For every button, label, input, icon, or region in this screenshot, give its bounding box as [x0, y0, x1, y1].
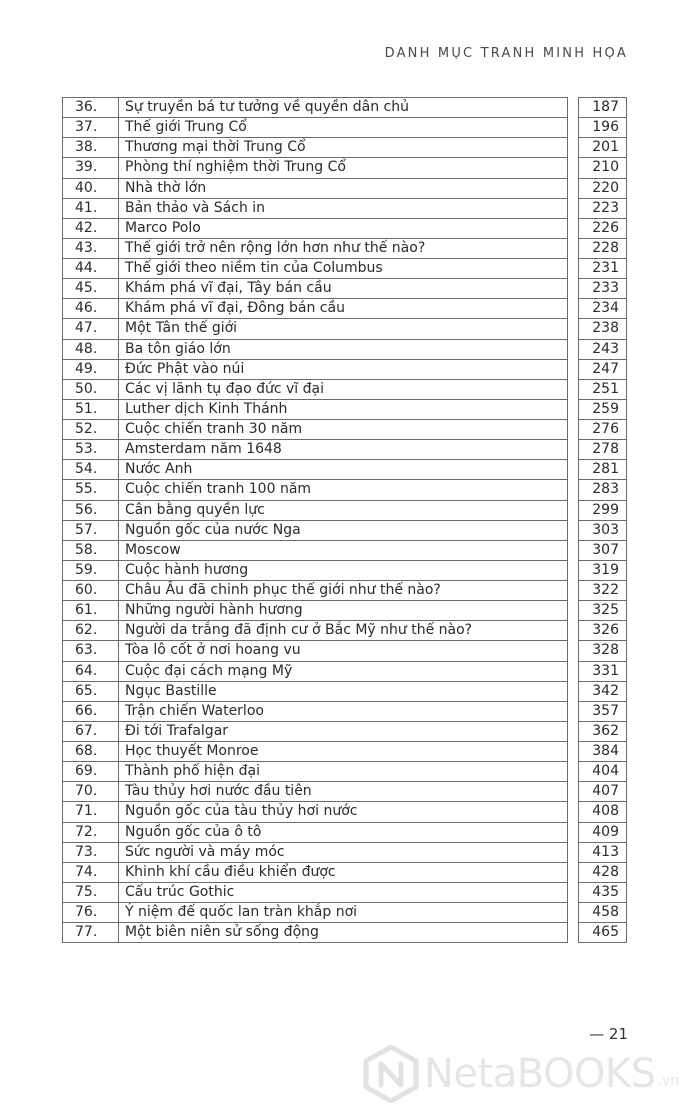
item-title: Nguồn gốc của tàu thủy hơi nước [119, 802, 568, 822]
item-page: 276 [579, 420, 627, 440]
item-page: 231 [579, 259, 627, 279]
list-row [63, 560, 627, 580]
list-row [63, 842, 627, 862]
list-row [63, 500, 627, 520]
list-row [63, 299, 627, 319]
item-number: 47. [63, 319, 119, 339]
item-number: 73. [63, 842, 119, 862]
list-row [63, 621, 627, 641]
column-gap [568, 98, 579, 118]
column-gap [568, 379, 579, 399]
item-number: 64. [63, 661, 119, 681]
list-row [63, 701, 627, 721]
list-row [63, 882, 627, 902]
column-gap [568, 601, 579, 621]
item-number: 70. [63, 782, 119, 802]
item-number: 42. [63, 218, 119, 238]
column-gap [568, 259, 579, 279]
item-page: 362 [579, 721, 627, 741]
column-gap [568, 641, 579, 661]
item-title: Trận chiến Waterloo [119, 701, 568, 721]
list-row [63, 359, 627, 379]
column-gap [568, 319, 579, 339]
list-row [63, 379, 627, 399]
item-title: Ba tôn giáo lớn [119, 339, 568, 359]
column-gap [568, 218, 579, 238]
column-gap [568, 178, 579, 198]
item-title: Thương mại thời Trung Cổ [119, 138, 568, 158]
list-row [63, 198, 627, 218]
item-number: 44. [63, 259, 119, 279]
item-title: Sức người và máy móc [119, 842, 568, 862]
column-gap [568, 882, 579, 902]
item-number: 74. [63, 862, 119, 882]
item-title: Đức Phật vào núi [119, 359, 568, 379]
item-title: Tòa lô cốt ở nơi hoang vu [119, 641, 568, 661]
item-number: 60. [63, 581, 119, 601]
item-page: 187 [579, 98, 627, 118]
item-page: 342 [579, 681, 627, 701]
column-gap [568, 480, 579, 500]
item-title: Người da trắng đã định cư ở Bắc Mỹ như thế nào? [119, 621, 568, 641]
item-number: 41. [63, 198, 119, 218]
column-gap [568, 440, 579, 460]
item-page: 319 [579, 560, 627, 580]
item-title: Bản thảo và Sách in [119, 198, 568, 218]
item-page: 322 [579, 581, 627, 601]
item-title: Cân bằng quyền lực [119, 500, 568, 520]
list-row [63, 802, 627, 822]
item-title: Sự truyền bá tư tưởng về quyền dân chủ [119, 98, 568, 118]
item-number: 66. [63, 701, 119, 721]
item-page: 251 [579, 379, 627, 399]
item-title: Học thuyết Monroe [119, 742, 568, 762]
column-gap [568, 762, 579, 782]
item-page: 303 [579, 520, 627, 540]
item-page: 413 [579, 842, 627, 862]
item-title: Cuộc chiến tranh 30 năm [119, 420, 568, 440]
item-page: 220 [579, 178, 627, 198]
column-gap [568, 681, 579, 701]
item-number: 71. [63, 802, 119, 822]
list-row [63, 279, 627, 299]
item-page: 407 [579, 782, 627, 802]
n-logo-icon [362, 1045, 420, 1103]
item-title: Moscow [119, 540, 568, 560]
item-title: Nguồn gốc của nước Nga [119, 520, 568, 540]
item-page: 228 [579, 238, 627, 258]
column-gap [568, 299, 579, 319]
item-page: 233 [579, 279, 627, 299]
item-number: 67. [63, 721, 119, 741]
item-number: 61. [63, 601, 119, 621]
item-page: 226 [579, 218, 627, 238]
item-title: Tàu thủy hơi nước đầu tiên [119, 782, 568, 802]
column-gap [568, 279, 579, 299]
item-page: 409 [579, 822, 627, 842]
item-number: 50. [63, 379, 119, 399]
item-number: 55. [63, 480, 119, 500]
item-page: 307 [579, 540, 627, 560]
column-gap [568, 923, 579, 943]
column-gap [568, 138, 579, 158]
column-gap [568, 742, 579, 762]
item-title: Ngục Bastille [119, 681, 568, 701]
item-title: Phòng thí nghiệm thời Trung Cổ [119, 158, 568, 178]
list-row [63, 762, 627, 782]
item-title: Các vị lãnh tụ đạo đức vĩ đại [119, 379, 568, 399]
item-number: 56. [63, 500, 119, 520]
column-gap [568, 359, 579, 379]
item-title: Một Tân thế giới [119, 319, 568, 339]
item-title: Nước Anh [119, 460, 568, 480]
list-row [63, 903, 627, 923]
item-page: 465 [579, 923, 627, 943]
item-number: 40. [63, 178, 119, 198]
item-title: Những người hành hương [119, 601, 568, 621]
list-row [63, 480, 627, 500]
item-number: 69. [63, 762, 119, 782]
item-title: Châu Âu đã chinh phục thế giới như thế nào? [119, 581, 568, 601]
item-number: 63. [63, 641, 119, 661]
list-row [63, 782, 627, 802]
column-gap [568, 822, 579, 842]
item-number: 53. [63, 440, 119, 460]
item-page: 210 [579, 158, 627, 178]
column-gap [568, 460, 579, 480]
list-row [63, 601, 627, 621]
column-gap [568, 701, 579, 721]
list-row [63, 681, 627, 701]
item-number: 65. [63, 681, 119, 701]
list-row [63, 520, 627, 540]
item-number: 62. [63, 621, 119, 641]
column-gap [568, 581, 579, 601]
item-page: 428 [579, 862, 627, 882]
list-row [63, 661, 627, 681]
column-gap [568, 238, 579, 258]
item-title: Thế giới theo niềm tin của Columbus [119, 259, 568, 279]
item-page: 435 [579, 882, 627, 902]
item-page: 384 [579, 742, 627, 762]
watermark-text: NetaBOOKS [424, 1051, 656, 1097]
item-number: 51. [63, 399, 119, 419]
column-gap [568, 520, 579, 540]
list-row [63, 158, 627, 178]
item-number: 54. [63, 460, 119, 480]
item-number: 43. [63, 238, 119, 258]
item-title: Luther dịch Kinh Thánh [119, 399, 568, 419]
item-page: 201 [579, 138, 627, 158]
item-title: Cấu trúc Gothic [119, 882, 568, 902]
item-page: 278 [579, 440, 627, 460]
item-title: Cuộc đại cách mạng Mỹ [119, 661, 568, 681]
list-row [63, 540, 627, 560]
list-row [63, 138, 627, 158]
column-gap [568, 540, 579, 560]
illustration-list-body [63, 98, 627, 943]
list-row [63, 98, 627, 118]
item-title: Đi tới Trafalgar [119, 721, 568, 741]
list-row [63, 862, 627, 882]
item-number: 75. [63, 882, 119, 902]
column-gap [568, 721, 579, 741]
item-title: Cuộc hành hương [119, 560, 568, 580]
list-row [63, 339, 627, 359]
item-page: 326 [579, 621, 627, 641]
item-number: 72. [63, 822, 119, 842]
item-number: 39. [63, 158, 119, 178]
column-gap [568, 903, 579, 923]
item-page: 328 [579, 641, 627, 661]
running-header: DANH MỤC TRANH MINH HỌA [384, 46, 628, 61]
column-gap [568, 621, 579, 641]
item-number: 58. [63, 540, 119, 560]
list-row [63, 118, 627, 138]
item-title: Ý niệm đế quốc lan tràn khắp nơi [119, 903, 568, 923]
list-row [63, 399, 627, 419]
list-row [63, 440, 627, 460]
item-title: Khám phá vĩ đại, Đông bán cầu [119, 299, 568, 319]
list-row [63, 319, 627, 339]
item-number: 48. [63, 339, 119, 359]
item-number: 52. [63, 420, 119, 440]
item-title: Nguồn gốc của ô tô [119, 822, 568, 842]
illustration-list-table [62, 97, 627, 943]
list-row [63, 721, 627, 741]
column-gap [568, 661, 579, 681]
item-title: Khám phá vĩ đại, Tây bán cầu [119, 279, 568, 299]
list-row [63, 742, 627, 762]
item-page: 247 [579, 359, 627, 379]
list-row [63, 460, 627, 480]
item-number: 46. [63, 299, 119, 319]
column-gap [568, 158, 579, 178]
item-page: 325 [579, 601, 627, 621]
item-title: Cuộc chiến tranh 100 năm [119, 480, 568, 500]
item-page: 196 [579, 118, 627, 138]
list-row [63, 641, 627, 661]
column-gap [568, 862, 579, 882]
column-gap [568, 399, 579, 419]
item-number: 45. [63, 279, 119, 299]
item-title: Khinh khí cầu điều khiển được [119, 862, 568, 882]
column-gap [568, 339, 579, 359]
item-title: Nhà thờ lớn [119, 178, 568, 198]
item-page: 283 [579, 480, 627, 500]
page-number: — 21 [589, 1025, 628, 1043]
item-number: 57. [63, 520, 119, 540]
item-page: 458 [579, 903, 627, 923]
item-title: Một biên niên sử sống động [119, 923, 568, 943]
list-row [63, 581, 627, 601]
list-row [63, 259, 627, 279]
item-page: 357 [579, 701, 627, 721]
item-title: Amsterdam năm 1648 [119, 440, 568, 460]
list-row [63, 238, 627, 258]
item-title: Thế giới Trung Cổ [119, 118, 568, 138]
column-gap [568, 198, 579, 218]
list-row [63, 218, 627, 238]
item-number: 68. [63, 742, 119, 762]
column-gap [568, 420, 579, 440]
item-title: Thành phố hiện đại [119, 762, 568, 782]
item-title: Marco Polo [119, 218, 568, 238]
item-page: 259 [579, 399, 627, 419]
item-number: 37. [63, 118, 119, 138]
item-number: 59. [63, 560, 119, 580]
item-page: 408 [579, 802, 627, 822]
column-gap [568, 802, 579, 822]
watermark [362, 1045, 679, 1103]
column-gap [568, 560, 579, 580]
item-title: Thế giới trở nên rộng lớn hơn như thế nào? [119, 238, 568, 258]
watermark-suffix: .vn [657, 1073, 680, 1089]
item-number: 49. [63, 359, 119, 379]
item-number: 38. [63, 138, 119, 158]
list-row [63, 822, 627, 842]
item-page: 299 [579, 500, 627, 520]
list-row [63, 923, 627, 943]
item-page: 281 [579, 460, 627, 480]
item-page: 331 [579, 661, 627, 681]
item-page: 243 [579, 339, 627, 359]
column-gap [568, 500, 579, 520]
item-number: 36. [63, 98, 119, 118]
item-number: 77. [63, 923, 119, 943]
list-row [63, 178, 627, 198]
item-number: 76. [63, 903, 119, 923]
column-gap [568, 782, 579, 802]
item-page: 238 [579, 319, 627, 339]
column-gap [568, 118, 579, 138]
item-page: 404 [579, 762, 627, 782]
item-page: 223 [579, 198, 627, 218]
column-gap [568, 842, 579, 862]
list-row [63, 420, 627, 440]
item-page: 234 [579, 299, 627, 319]
